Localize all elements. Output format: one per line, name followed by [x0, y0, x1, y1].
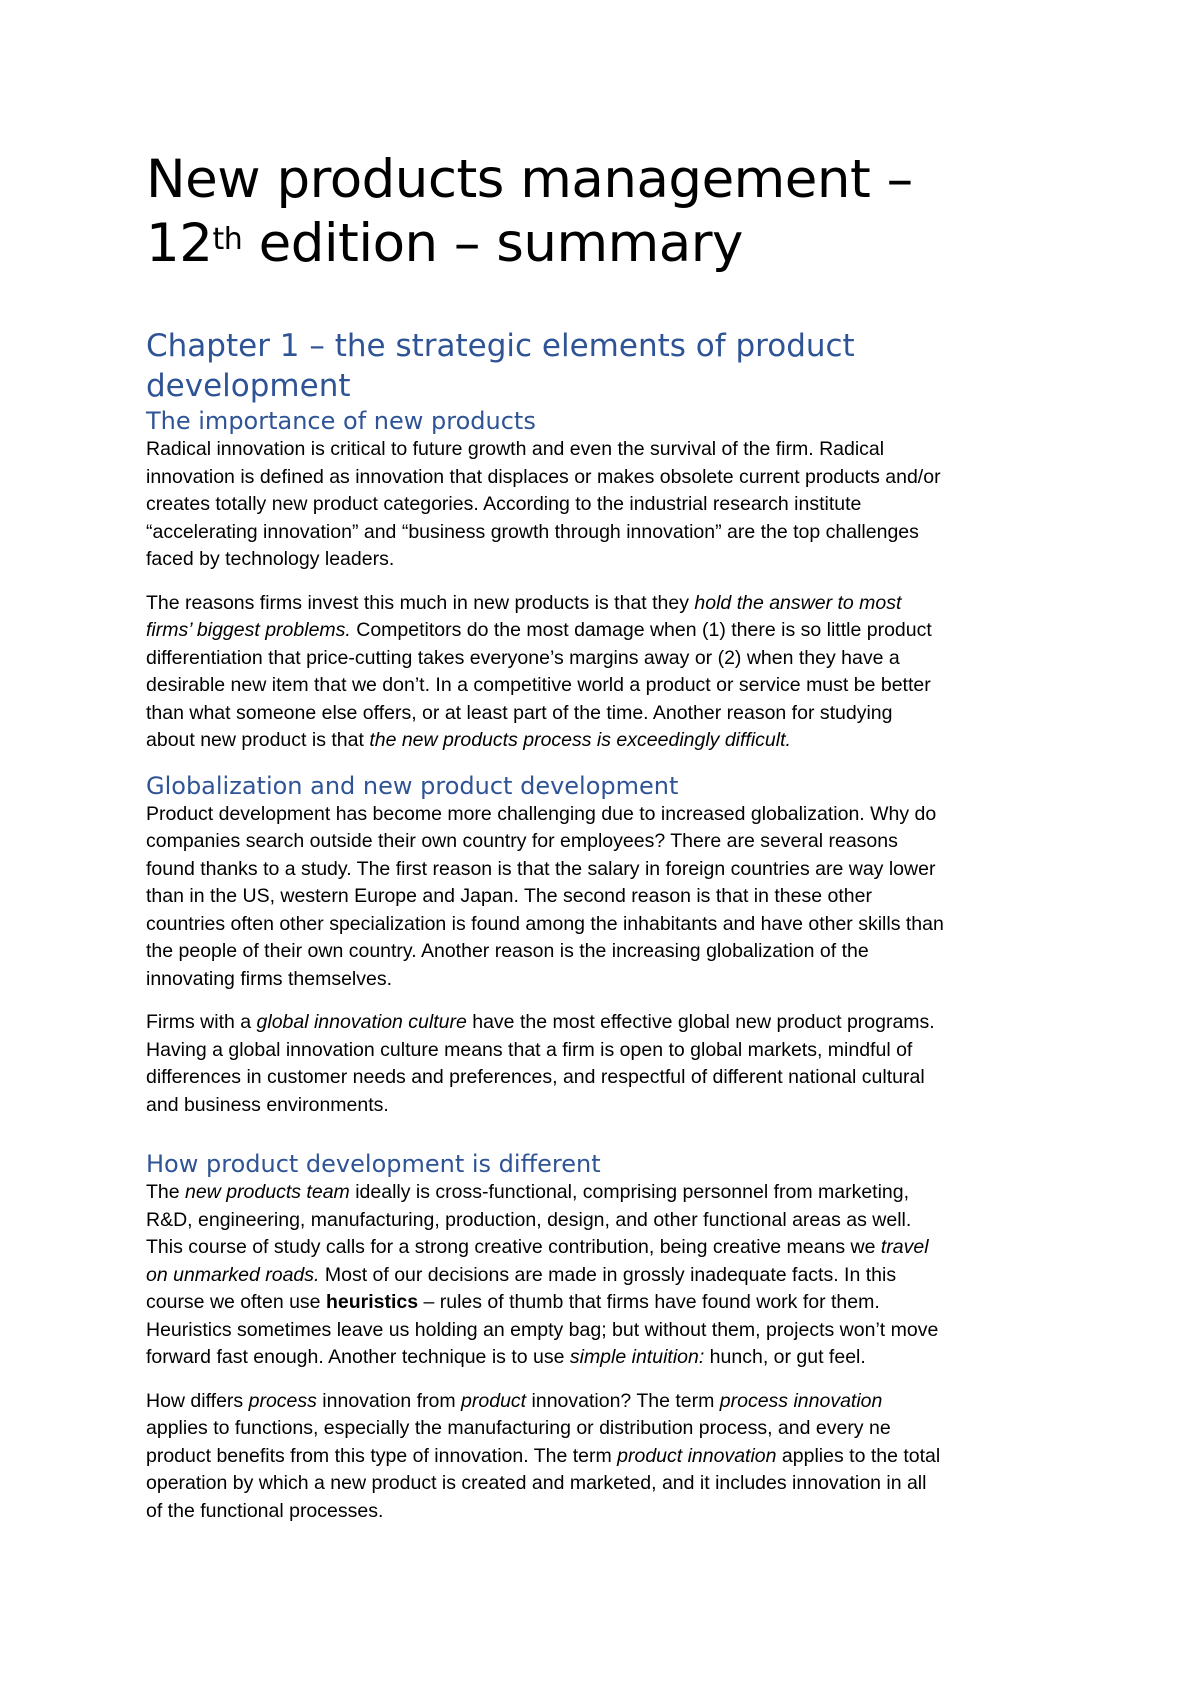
italic-run: simple intuition:	[569, 1346, 705, 1368]
text-run: forward fast enough. Another technique is to use	[146, 1346, 570, 1368]
text-line: Product development has become more challenging due to increased globalization. Why do	[146, 802, 937, 825]
text-run: applies to the total	[776, 1444, 941, 1467]
chapter-1-heading	[146, 326, 1066, 406]
italic-run: process innovation	[719, 1389, 883, 1412]
paragraph-radical-innovation	[146, 436, 1066, 574]
text-line: Radical innovation is critical to future growth and even the survival of the firm. Radical	[146, 438, 885, 460]
text-line: desirable new item that we don’t. In a competitive world a product or service must be better	[146, 674, 931, 696]
text-line: innovation is defined as innovation that displaces or makes obsolete current products and/or	[146, 465, 941, 488]
text-line: found thanks to a study. The first reason is that the salary in foreign countries are way lower	[146, 857, 936, 880]
text-line: the people of their own country. Another reason is the increasing globalization of the	[146, 940, 869, 962]
text-line	[146, 1262, 1066, 1290]
text-run: about new product is that	[146, 729, 370, 751]
text-line	[146, 1009, 1066, 1037]
text-line	[146, 1344, 1066, 1372]
text-line: differences in customer needs and preferences, and respectful of different national cultural	[146, 1066, 925, 1088]
text-line	[146, 727, 1066, 755]
text-line: innovating firms themselves.	[146, 967, 393, 990]
title-edition-suffix: th	[212, 222, 243, 257]
text-run: ideally is cross-functional, comprising personnel from marketing,	[349, 1181, 910, 1203]
italic-run: global innovation culture	[256, 1011, 467, 1033]
text-line	[146, 590, 1066, 618]
text-line	[146, 1289, 1066, 1317]
paragraph-globalization	[146, 801, 1066, 994]
paragraph-team	[146, 1179, 1066, 1372]
text-line: than what someone else offers, or at least part of the time. Another reason for studying	[146, 701, 893, 724]
text-line	[146, 1388, 1066, 1416]
text-line: Having a global innovation culture means that a firm is open to global markets, mindful of	[146, 1038, 913, 1061]
text-line: of the functional processes.	[146, 1499, 384, 1522]
text-line: companies search outside their own country for employees? There are several reasons	[146, 830, 898, 852]
text-run: course we often use	[146, 1291, 326, 1313]
text-line	[146, 1234, 1066, 1262]
italic-run: on unmarked roads.	[146, 1263, 320, 1286]
italic-run: travel	[880, 1236, 929, 1258]
text-line	[146, 1179, 1066, 1207]
text-run: Most of our decisions are made in grossly inadequate facts. In this	[319, 1263, 897, 1286]
text-line: Heuristics sometimes leave us holding an empty bag; but without them, projects won’t move	[146, 1318, 939, 1341]
title-edition-number: 12	[146, 213, 213, 274]
text-run: The reasons firms invest this much in new products is that they	[146, 591, 695, 614]
italic-run: process	[248, 1389, 317, 1412]
italic-run: the new products process is exceedingly difficult.	[369, 729, 791, 751]
paragraph-reasons-invest	[146, 590, 1066, 755]
text-run: – rules of thumb that firms have found work for them.	[418, 1291, 880, 1313]
text-line	[146, 617, 1066, 645]
title-line-1: New products management –	[146, 149, 913, 210]
text-run: innovation? The term	[526, 1389, 720, 1412]
title-line-2	[146, 212, 1066, 276]
text-run: hunch, or gut feel.	[704, 1346, 866, 1368]
paragraph-process-vs-product	[146, 1388, 1066, 1526]
italic-run: new products team	[185, 1181, 350, 1203]
text-line: applies to functions, especially the manufacturing or distribution process, and every ne	[146, 1417, 891, 1439]
text-line: differentiation that price-cutting takes everyone’s margins away or (2) when they have a	[146, 646, 900, 669]
title-edition-rest: edition – summary	[242, 213, 743, 274]
text-line	[146, 1443, 1066, 1471]
section-heading-different: How product development is different	[146, 1150, 601, 1178]
text-run: The	[146, 1181, 186, 1203]
text-run: This course of study calls for a strong creative contribution, being creative means we	[146, 1236, 881, 1258]
bold-run: heuristics	[325, 1291, 419, 1313]
italic-run: firms’ biggest problems.	[146, 619, 351, 641]
text-line: and business environments.	[146, 1093, 389, 1116]
text-run: innovation from	[316, 1389, 462, 1412]
text-line: “accelerating innovation” and “business growth through innovation” are the top challenges	[146, 520, 919, 543]
document-page	[146, 148, 1066, 1541]
text-run: product benefits from this type of innovation. The term	[146, 1444, 618, 1467]
text-line: than in the US, western Europe and Japan. The second reason is that in these other	[146, 885, 872, 907]
text-line: operation by which a new product is created and marketed, and it includes innovation in all	[146, 1472, 927, 1494]
text-run: How differs	[146, 1389, 249, 1412]
section-heading-globalization: Globalization and new product development	[146, 771, 679, 800]
italic-run: hold the answer to most	[694, 591, 902, 614]
chapter-heading-line-2: development	[146, 368, 351, 404]
chapter-heading-line-1: Chapter 1 – the strategic elements of product	[146, 328, 855, 364]
italic-run: product innovation	[617, 1444, 777, 1467]
text-line: faced by technology leaders.	[146, 548, 395, 570]
text-line: creates totally new product categories. According to the industrial research institute	[146, 493, 862, 515]
text-run: have the most effective global new product programs.	[466, 1011, 935, 1033]
text-run: Firms with a	[146, 1011, 257, 1033]
section-heading-importance: The importance of new products	[146, 407, 536, 435]
text-line: R&D, engineering, manufacturing, production, design, and other functional areas as well.	[146, 1208, 912, 1231]
text-run: Competitors do the most damage when (1) there is so little product	[350, 619, 932, 641]
text-line: countries often other specialization is found among the inhabitants and have other skills than	[146, 912, 944, 935]
document-title	[146, 148, 1066, 276]
italic-run: product	[461, 1389, 527, 1412]
paragraph-global-culture	[146, 1009, 1066, 1119]
